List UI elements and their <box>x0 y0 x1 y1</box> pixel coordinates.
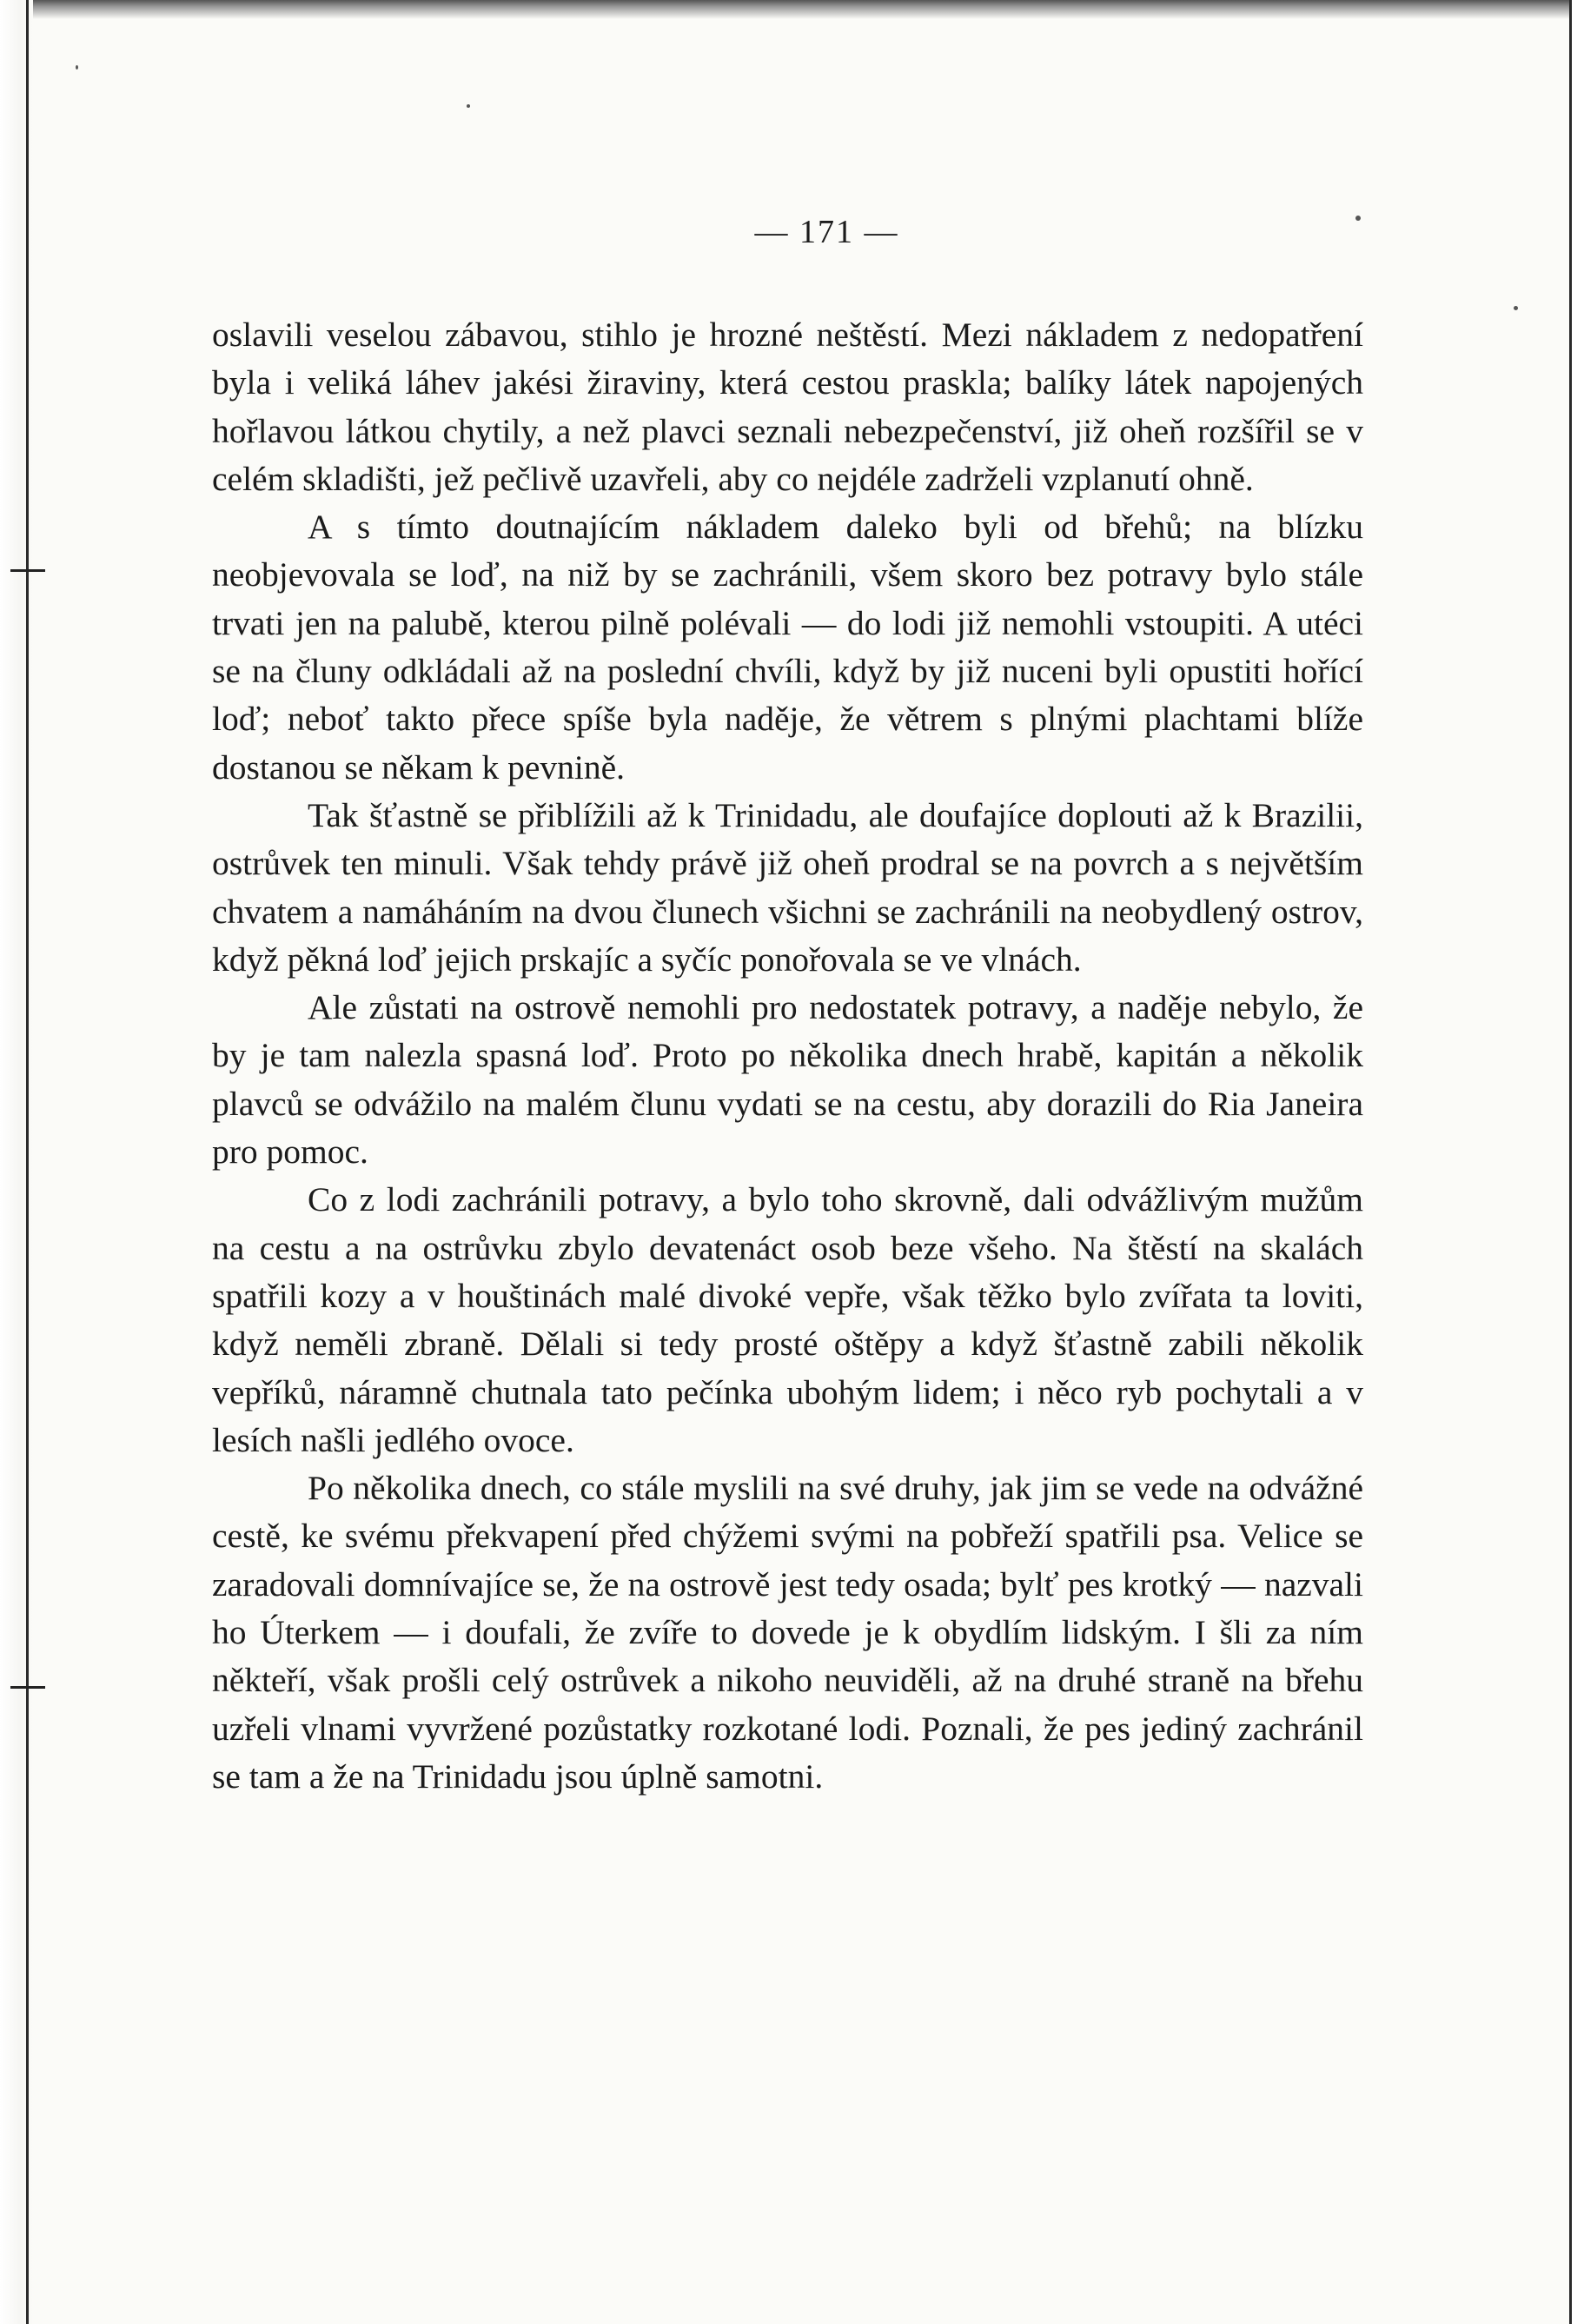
paragraph: A s tímto doutnajícím nákladem daleko byli od břehů; na blízku neobjevovala se loď, na niž by se zachránili, všem skoro bez potravy bylo stále trvati jen na palubě, kterou pilně polévali — do lodi již nemohli vstoupiti. A utéci se na čluny odkládali až na poslední chvíli, když by již nuceni byli opustiti hořící loď; neboť takto přece spíše byla naděje, že větrem s plnými plachtami blíže dostanou se někam k pevnině. <box>212 508 1363 787</box>
margin-tick-mark <box>10 1686 45 1689</box>
paragraph: oslavili veselou zábavou, stihlo je hrozné neštěstí. Mezi nákladem z nedopatření byla i veliká láhev jakési žiraviny, která cestou praskla; balíky látek napojených hořlavou látkou chytily, a než plavci seznali nebezpečenství, již oheň rozšířil se v celém skladišti, jež pečlivě uzavřeli, aby co nejdéle zadrželi vzplanutí ohně. <box>212 315 1363 498</box>
page-number: — 171 — <box>754 214 899 250</box>
page-right-edge-line <box>1569 0 1572 2324</box>
scan-top-shadow <box>0 0 1584 19</box>
scan-speck <box>1514 306 1518 310</box>
paragraph: Po několika dnech, co stále myslili na své druhy, jak jim se vede na odvážné cestě, ke svému překvapení před chýžemi svými na pobřeží spatřili psa. Velice se zaradovali domnívajíce se, že na ostrově jest tedy osada; bylť pes krotký — nazvali ho Úterkem — i doufali, že zvíře to dovede je k obydlím lidským. I šli za ním někteří, však prošli celý ostrůvek a nikoho neuviděli, až na druhé straně na břehu uzřeli vlnami vyvržené pozůstatky rozkotané lodi. Poznali, že pes jediný zachránil se tam a že na Trinidadu jsou úplně samotni. <box>212 1469 1363 1796</box>
paragraph: Tak šťastně se přiblížili až k Trinidadu, ale doufajíce doplouti až k Brazilii, ostrůvek ten minuli. Však tehdy právě již oheň prodral se na povrch a s největším chvatem a namáháním na dvou člunech všichni se zachránili na neobydlený ostrov, když pěkná loď jejich prskajíc a syčíc ponořovala se ve vlnách. <box>212 795 1363 979</box>
paragraph: Ale zůstati na ostrově nemohli pro nedostatek potravy, a naděje nebylo, že by je tam nalezla spasná loď. Proto po několika dnech hrabě, kapitán a několik plavců se odvážilo na malém člunu vydati se na cestu, aby dorazili do Ria Janeira pro pomoc. <box>212 988 1363 1172</box>
body-text <box>212 311 1363 1801</box>
scan-speck <box>467 104 470 108</box>
scan-speck <box>76 65 78 70</box>
paragraph: Co z lodi zachránili potravy, a bylo toho skrovně, dali odvážlivým mužům na cestu a na ostrůvku zbylo devatenáct osob beze všeho. Na štěstí na skalách spatřili kozy a v houštinách malé divoké vepře, však těžko bylo zvířata ta loviti, když neměli zbraně. Dělali si tedy prosté oštěpy a když šťastně zabili několik vepříků, náramně chutnala tato pečínka ubohým lidem; i něco ryb pochytali a v lesích našli jedlého ovoce. <box>212 1180 1363 1459</box>
binding-edge-line <box>26 0 29 2324</box>
scan-right-margin <box>1572 0 1584 2324</box>
margin-tick-mark <box>10 569 45 572</box>
